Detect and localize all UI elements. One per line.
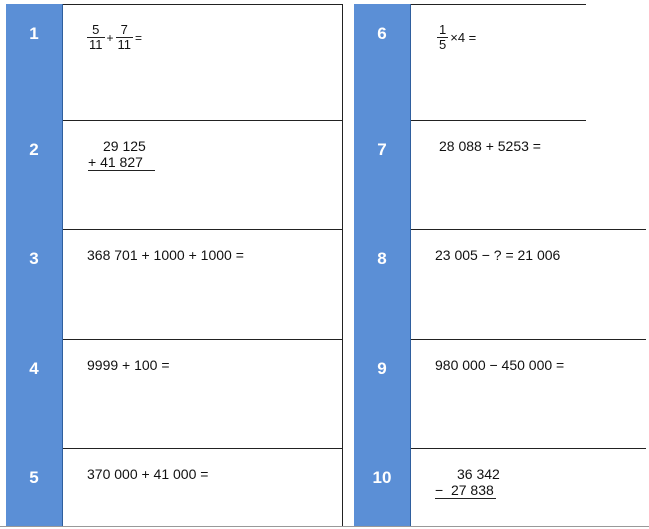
column-top: 36 342 [457,466,500,482]
exercise-content [63,448,343,526]
exercise-2 [6,120,343,229]
exercise-content [63,339,343,448]
exercise-content [411,4,586,120]
column-addition [88,138,155,171]
fraction: $\frac{5}{11}$ [89,22,103,52]
exercise-number: 6 [354,4,411,120]
fraction: $\frac{7}{11}$ [117,22,132,52]
page-bottom-rule [0,526,649,527]
exercise-text: 370 000 + 41 000 = [87,466,209,482]
exercise-content [63,4,343,120]
exercise-content [63,120,343,229]
exercise-content [411,229,646,339]
exercise-number: 3 [6,229,63,339]
exercise-7 [354,120,586,229]
exercise-number: 8 [354,229,411,339]
exercise-number: 1 [6,4,63,120]
exercise-number: 10 [354,448,411,526]
exercise-number: 9 [354,339,411,448]
column-bottom: + 41 827 [88,154,155,171]
fraction-expression: $\frac{5}{11}$ + $\frac{7}{11}$ = [89,22,143,52]
column-bottom: − 27 838 [435,482,494,498]
exercise-content [411,120,586,229]
column-top: 29 125 [103,138,146,154]
fraction: $\frac{1}{5}$ [439,22,447,52]
exercise-number: 2 [6,120,63,229]
exercise-8 [354,229,646,339]
exercise-10 [354,448,646,526]
exercise-4 [6,339,343,448]
fraction-expression: $\frac{1}{5}$ ×4 = [439,22,477,52]
exercise-number: 7 [354,120,411,229]
exercise-content [63,229,343,339]
exercise-text: 368 701 + 1000 + 1000 = [87,247,244,263]
exercise-text: 980 000 − 450 000 = [435,357,565,373]
exercise-6 [354,4,586,120]
exercise-content [411,448,646,526]
exercise-number: 5 [6,448,63,526]
exercise-text: 9999 + 100 = [87,357,170,373]
exercise-1 [6,4,343,120]
exercise-5 [6,448,343,526]
exercise-number: 4 [6,339,63,448]
exercise-9 [354,339,646,448]
exercise-text: 28 088 + 5253 = [439,138,541,154]
column-subtraction [435,466,500,499]
exercise-3 [6,229,343,339]
exercise-content [411,339,646,448]
exercise-text: 23 005 − ? = 21 006 [435,247,561,263]
